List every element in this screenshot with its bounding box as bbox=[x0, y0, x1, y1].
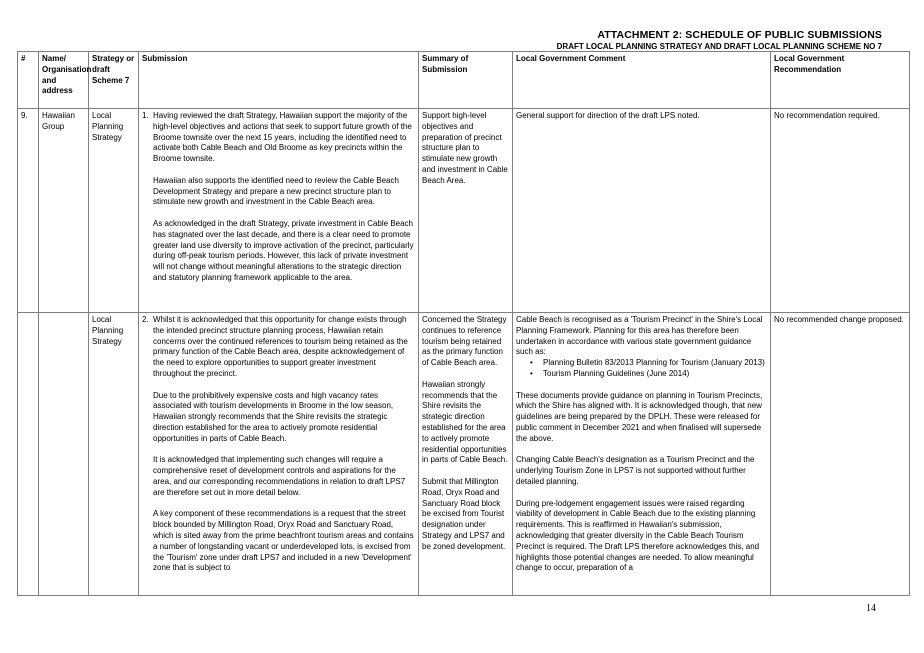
list-item: • Tourism Planning Guidelines (June 2014) bbox=[530, 369, 767, 380]
recommendation-cell: No recommended change proposed. bbox=[771, 313, 910, 596]
submission-paragraph: Hawaiian also supports the identified need to review the Cable Beach Development Strategy and prepare a new precinct structure plan to stimulate new growth and investment in the Cable Beach area. bbox=[153, 175, 399, 207]
summary-paragraph: Hawaiian strongly recommends that the Shire revisits the strategic direction established for the area to actively promote residential opportunities in parts of Cable Beach. bbox=[422, 379, 508, 465]
submitter-name: Hawaiian Group bbox=[39, 109, 89, 313]
submission-paragraph: Having reviewed the draft Strategy, Hawaiian support the majority of the high-level objectives and actions that seek to support future growth of the Broome townsite over the next 15 years, including the identified need to activate both Cable Beach and Old Broome as key precincts within the Broome townsite. bbox=[153, 111, 412, 164]
col-header-strategy: Strategy or draft Scheme 7 bbox=[89, 52, 139, 109]
submission-paragraph: Whilst it is acknowledged that this opportunity for change exists through the intended precinct structure planning process, Hawaiian retain concerns over the continued references to tourism being retained as the primary function of the Cable Beach area, despite acknowledgement of the need to explore opportunities to support greater investment throughout the precinct. bbox=[153, 315, 408, 378]
strategy-type: Local Planning Strategy bbox=[89, 109, 139, 313]
row-number bbox=[18, 313, 39, 596]
col-header-submission: Submission bbox=[139, 52, 419, 109]
summary-cell bbox=[419, 109, 513, 313]
col-header-name: Name/ Organisation and address bbox=[39, 52, 89, 109]
submissions-table bbox=[17, 51, 910, 596]
comment-paragraph: Cable Beach is recognised as a 'Tourism Precinct' in the Shire's Local Planning Framework. Planning for this area has therefore been undertaken in accordance with various state government guidance such as: bbox=[516, 315, 763, 357]
recommendation-cell: No recommendation required. bbox=[771, 109, 910, 313]
strategy-type: Local Planning Strategy bbox=[89, 313, 139, 596]
row-number: 9. bbox=[18, 109, 39, 313]
table-row bbox=[18, 109, 910, 313]
submission-paragraph: Due to the prohibitively expensive costs and high vacancy rates associated with tourism developments in Broome in the low season, Hawaiian strongly recommends that the Shire revisits the strategic direction established for the area to actively promote residential opportunities in parts of Cable Beach. bbox=[153, 390, 394, 443]
comment-cell bbox=[513, 109, 771, 313]
submission-cell bbox=[139, 313, 419, 596]
comment-paragraph: During pre-lodgement engagement issues were raised regarding viability of development in Cable Beach due to the existing planning requirements. This is reaffirmed in Hawaiian's submission, acknowledging that greater diversity in the Cable Beach Tourism Precinct is required. The Draft LPS therefore acknowledges this, and highlights those potential changes are needed. To allow meaningful change to occur, preparation of a bbox=[516, 498, 760, 573]
guidance-list bbox=[530, 358, 767, 380]
comment-paragraph: General support for direction of the draft LPS noted. bbox=[516, 111, 700, 120]
list-item: • Planning Bulletin 83/2013 Planning for Tourism (January 2013) bbox=[530, 358, 767, 369]
comment-paragraph: Changing Cable Beach's designation as a Tourism Precinct and the underlying Tourism Zone in LPS7 is not supported without further detailed planning. bbox=[516, 455, 755, 486]
attachment-title: ATTACHMENT 2: SCHEDULE OF PUBLIC SUBMISSIONS bbox=[597, 29, 882, 41]
col-header-comment: Local Government Comment bbox=[513, 52, 771, 109]
col-header-recommendation: Local Government Recommendation bbox=[771, 52, 910, 109]
submission-paragraph: A key component of these recommendations is a request that the street block bounded by Millington Road, Oryx Road and Sanctuary Road, which is sited away from the prime beachfront tourism areas and contains a number of longstanding vacant or underdeveloped lots, is excised from the 'Tourism' zone under draft LPS7 and included in a new 'Development' zone that is subject to bbox=[153, 509, 414, 573]
attachment-subtitle: DRAFT LOCAL PLANNING STRATEGY AND DRAFT LOCAL PLANNING SCHEME NO 7 bbox=[556, 42, 882, 51]
summary-paragraph: Support high-level objectives and preparation of precinct structure plan to stimulate new growth and investment in Cable Beach Area. bbox=[422, 111, 508, 185]
submitter-name bbox=[39, 313, 89, 596]
submission-paragraph: As acknowledged in the draft Strategy, private investment in Cable Beach has stagnated over the last decade, and there is a clear need to promote greater land use diversity to improve activation of the precinct, particularly during off-peak tourism periods. However, this lack of private investment will not change without meaningful alterations to the strategic direction and statutory planning framework applicable to the area. bbox=[153, 218, 414, 282]
col-header-number: # bbox=[18, 52, 39, 109]
comment-paragraph: These documents provide guidance on planning in Tourism Precincts, which the Shire has aligned with. It is acknowledged though, that new guidelines are being prepared by the DPLH. These were released for public comment in December 2021 and when finalised will supersede the above. bbox=[516, 390, 763, 443]
summary-paragraph: Submit that Millington Road, Oryx Road and Sanctuary Road block be excised from Tourist designation under Strategy and LPS7 and be zoned development. bbox=[422, 476, 506, 551]
summary-cell bbox=[419, 313, 513, 596]
summary-paragraph: Concerned the Strategy continues to reference tourism being retained as the primary function of Cable Beach area. bbox=[422, 315, 507, 368]
col-header-summary: Summary of Submission bbox=[419, 52, 513, 109]
submission-paragraph: It is acknowledged that implementing such changes will require a comprehensive reset of development controls and aspirations for the area, and our corresponding recommendations in relation to draft LPS7 are therefore set out in more detail below. bbox=[153, 455, 406, 497]
submission-cell bbox=[139, 109, 419, 313]
item-number: 1. bbox=[142, 111, 149, 120]
page-number: 14 bbox=[866, 603, 876, 614]
table-row bbox=[18, 313, 910, 596]
table-header-row bbox=[18, 52, 910, 109]
comment-cell bbox=[513, 313, 771, 596]
item-number: 2. bbox=[142, 315, 149, 324]
